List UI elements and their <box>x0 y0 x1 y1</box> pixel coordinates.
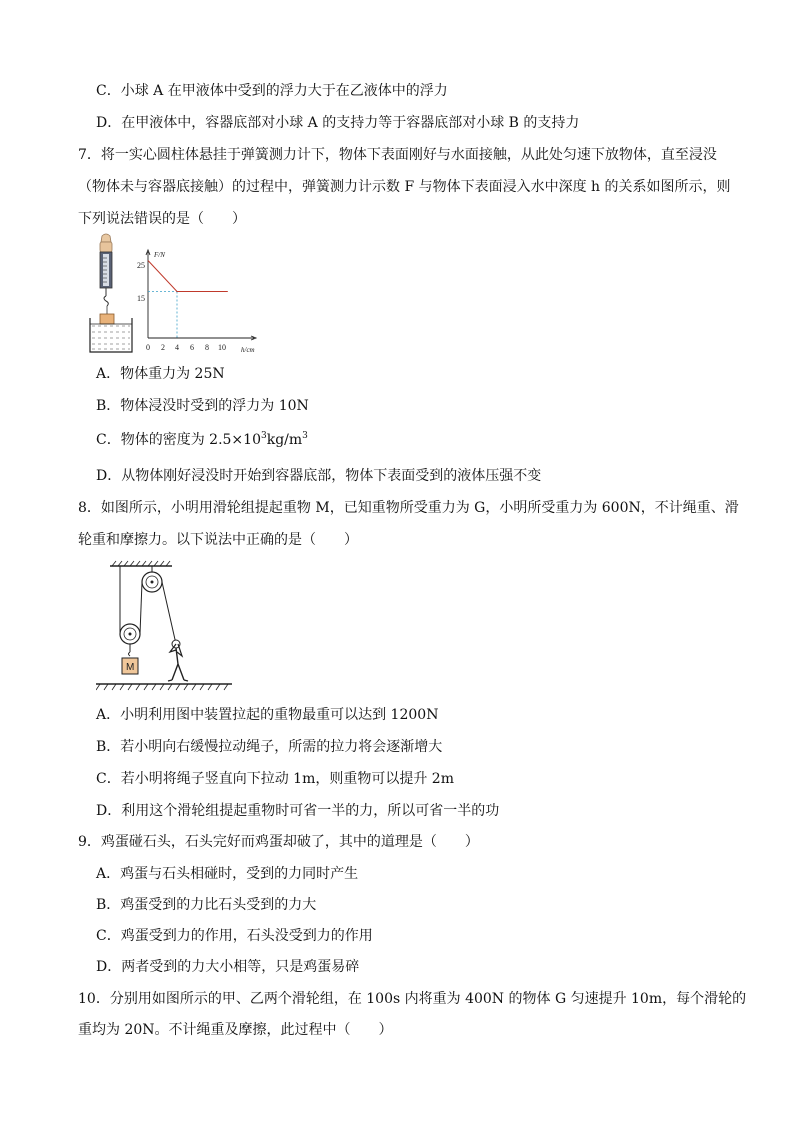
q10-stem-line-2: 重均为 20N。不计绳重及摩擦，此过程中（ ） <box>78 1022 393 1038</box>
q7-stem-line-3: 下列说法错误的是（ ） <box>78 211 246 227</box>
q8-option-d: D．利用这个滑轮组提起重物时可省一半的力，所以可省一半的功 <box>96 803 500 819</box>
spring-scale-beaker-figure <box>86 232 138 356</box>
q8-option-a: A．小明利用图中装置拉起的重物最重可以达到 1200N <box>96 707 439 723</box>
y-tick-25: 25 <box>137 261 145 270</box>
x-tick-6: 6 <box>190 343 194 352</box>
x-tick-2: 2 <box>161 343 165 352</box>
x-tick-8: 8 <box>205 343 209 352</box>
q8-stem-line-1: 8．如图所示，小明用滑轮组提起重物 M，已知重物所受重力为 G，小明所受重力为 600N，不计绳重、滑 <box>78 500 739 516</box>
weight-label: M <box>126 662 135 673</box>
q9-stem: 9．鸡蛋碰石头，石头完好而鸡蛋却破了，其中的道理是（ ） <box>78 834 479 850</box>
q6-option-c: C．小球 A 在甲液体中受到的浮力大于在乙液体中的浮力 <box>96 83 448 99</box>
q7-option-c: C．物体的密度为 $2.5\times 10^3kg/m^3$ <box>96 431 308 448</box>
q7-stem-line-2: （物体未与容器底接触）的过程中，弹簧测力计示数 F 与物体下表面浸入水中深度 h 的关系如图所示，则 <box>78 179 731 195</box>
x-tick-0: 0 <box>146 343 150 352</box>
q8-stem-line-2: 轮重和摩擦力。以下说法中正确的是（ ） <box>78 532 358 548</box>
x-axis-label: h/cm <box>241 346 255 354</box>
q7-option-d: D．从物体刚好浸没时开始到容器底部，物体下表面受到的液体压强不变 <box>96 468 542 484</box>
q7-option-b: B．物体浸没时受到的浮力为 10N <box>96 398 309 414</box>
q7-stem-line-1: 7．将一实心圆柱体悬挂于弹簧测力计下，物体下表面刚好与水面接触，从此处匀速下放物体，直至浸没 <box>78 147 717 163</box>
q7-option-a: A．物体重力为 25N <box>96 366 225 382</box>
q6-option-d: D．在甲液体中，容器底部对小球 A 的支持力等于容器底部对小球 B 的支持力 <box>96 115 580 131</box>
data-line <box>148 261 228 292</box>
q9-option-d: D．两者受到的力大小相等，只是鸡蛋易碎 <box>96 959 360 975</box>
y-axis-label: F/N <box>154 251 165 259</box>
x-tick-4: 4 <box>175 343 179 352</box>
q9-option-b: B．鸡蛋受到的力比石头受到的力大 <box>96 897 317 913</box>
y-tick-15: 15 <box>137 294 145 303</box>
q9-option-a: A．鸡蛋与石头相碰时，受到的力同时产生 <box>96 866 359 882</box>
q10-stem-line-1: 10．分别用如图所示的甲、乙两个滑轮组，在 100s 内将重为 400N 的物体 G 匀速提升 10m，每个滑轮的 <box>78 991 747 1007</box>
q8-option-c: C．若小明将绳子竖直向下拉动 1m，则重物可以提升 2m <box>96 771 454 787</box>
x-tick-10: 10 <box>218 343 226 352</box>
pulley-system-figure <box>96 560 236 692</box>
q8-option-b: B．若小明向右缓慢拉动绳子，所需的拉力将会逐渐增大 <box>96 739 443 755</box>
q9-option-c: C．鸡蛋受到力的作用，石头没受到力的作用 <box>96 928 373 944</box>
force-depth-graph <box>134 246 264 358</box>
